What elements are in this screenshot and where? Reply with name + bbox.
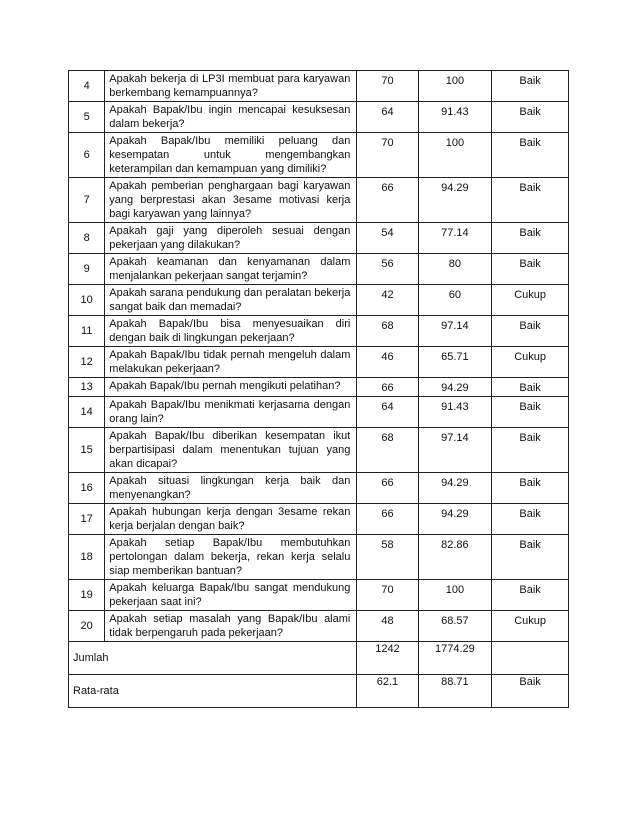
table-row	[69, 580, 569, 611]
row-score: 64	[357, 102, 418, 133]
row-percent: 68.57	[418, 611, 492, 642]
row-question: Apakah Bapak/Ibu tidak pernah mengeluh dalam melakukan pekerjaan?	[105, 347, 357, 378]
row-category: Baik	[492, 71, 569, 102]
row-number: 15	[69, 428, 105, 473]
row-number: 19	[69, 580, 105, 611]
row-category: Baik	[492, 316, 569, 347]
row-percent: 82.86	[418, 535, 492, 580]
row-category: Cukup	[492, 347, 569, 378]
row-score: 64	[357, 397, 418, 428]
total-label: Jumlah	[69, 642, 357, 675]
row-percent: 94.29	[418, 378, 492, 397]
row-number: 11	[69, 316, 105, 347]
average-category: Baik	[492, 675, 569, 708]
table-body	[69, 71, 569, 708]
row-percent: 100	[418, 580, 492, 611]
row-category: Baik	[492, 133, 569, 178]
row-percent: 60	[418, 285, 492, 316]
table-row	[69, 102, 569, 133]
row-score: 70	[357, 71, 418, 102]
row-number: 8	[69, 223, 105, 254]
row-question: Apakah keamanan dan kenyamanan dalam menjalankan pekerjaan sangat terjamin?	[105, 254, 357, 285]
row-number: 6	[69, 133, 105, 178]
average-score: 62.1	[357, 675, 418, 708]
table-row	[69, 254, 569, 285]
row-score: 58	[357, 535, 418, 580]
table-row	[69, 223, 569, 254]
row-category: Baik	[492, 580, 569, 611]
row-question: Apakah setiap masalah yang Bapak/Ibu alami tidak berpengaruh pada pekerjaan?	[105, 611, 357, 642]
row-score: 66	[357, 473, 418, 504]
row-category: Baik	[492, 254, 569, 285]
row-score: 54	[357, 223, 418, 254]
table-row	[69, 347, 569, 378]
total-score: 1242	[357, 642, 418, 675]
table-row	[69, 397, 569, 428]
row-score: 56	[357, 254, 418, 285]
row-question: Apakah Bapak/Ibu memiliki peluang dan kesempatan untuk mengembangkan keterampilan dan kemampuan yang dimiliki?	[105, 133, 357, 178]
row-category: Baik	[492, 378, 569, 397]
table-row	[69, 611, 569, 642]
average-label: Rata-rata	[69, 675, 357, 708]
row-number: 12	[69, 347, 105, 378]
row-score: 68	[357, 316, 418, 347]
row-question: Apakah Bapak/Ibu pernah mengikuti pelatihan?	[105, 378, 357, 397]
row-score: 70	[357, 133, 418, 178]
average-row	[69, 675, 569, 708]
row-number: 13	[69, 378, 105, 397]
questionnaire-table	[68, 70, 569, 708]
row-category: Baik	[492, 428, 569, 473]
row-question: Apakah Bapak/Ibu menikmati kerjasama dengan orang lain?	[105, 397, 357, 428]
row-question: Apakah situasi lingkungan kerja baik dan menyenangkan?	[105, 473, 357, 504]
table-row	[69, 178, 569, 223]
table-row	[69, 133, 569, 178]
row-percent: 97.14	[418, 316, 492, 347]
row-question: Apakah pemberian penghargaan bagi karyawan yang berprestasi akan 3esame motivasi kerja bagi karyawan yang lainnya?	[105, 178, 357, 223]
row-number: 7	[69, 178, 105, 223]
row-category: Baik	[492, 473, 569, 504]
total-percent: 1774.29	[418, 642, 492, 675]
row-score: 46	[357, 347, 418, 378]
row-question: Apakah keluarga Bapak/Ibu sangat mendukung pekerjaan saat ini?	[105, 580, 357, 611]
row-category: Cukup	[492, 285, 569, 316]
row-percent: 94.29	[418, 504, 492, 535]
row-percent: 94.29	[418, 473, 492, 504]
table-row	[69, 535, 569, 580]
row-score: 66	[357, 378, 418, 397]
row-question: Apakah Bapak/Ibu diberikan kesempatan ikut berpartisipasi dalam menentukan tujuan yang akan dicapai?	[105, 428, 357, 473]
row-score: 66	[357, 178, 418, 223]
row-percent: 65.71	[418, 347, 492, 378]
row-percent: 91.43	[418, 102, 492, 133]
row-percent: 100	[418, 71, 492, 102]
row-question: Apakah Bapak/Ibu ingin mencapai kesuksesan dalam bekerja?	[105, 102, 357, 133]
row-number: 10	[69, 285, 105, 316]
row-number: 17	[69, 504, 105, 535]
row-question: Apakah sarana pendukung dan peralatan bekerja sangat baik dan memadai?	[105, 285, 357, 316]
total-row	[69, 642, 569, 675]
row-question: Apakah Bapak/Ibu bisa menyesuaikan diri dengan baik di lingkungan pekerjaan?	[105, 316, 357, 347]
row-number: 4	[69, 71, 105, 102]
row-question: Apakah setiap Bapak/Ibu membutuhkan pertolongan dalam bekerja, rekan kerja selalu siap memberikan bantuan?	[105, 535, 357, 580]
row-percent: 91.43	[418, 397, 492, 428]
row-category: Baik	[492, 397, 569, 428]
row-percent: 97.14	[418, 428, 492, 473]
table-row	[69, 71, 569, 102]
row-number: 9	[69, 254, 105, 285]
row-category: Baik	[492, 178, 569, 223]
table-row	[69, 316, 569, 347]
table-row	[69, 378, 569, 397]
row-percent: 94.29	[418, 178, 492, 223]
row-number: 20	[69, 611, 105, 642]
row-number: 14	[69, 397, 105, 428]
row-category: Baik	[492, 535, 569, 580]
total-category	[492, 642, 569, 675]
average-percent: 88.71	[418, 675, 492, 708]
table-row	[69, 473, 569, 504]
row-category: Baik	[492, 504, 569, 535]
row-score: 42	[357, 285, 418, 316]
row-category: Cukup	[492, 611, 569, 642]
row-score: 66	[357, 504, 418, 535]
table-row	[69, 504, 569, 535]
row-score: 68	[357, 428, 418, 473]
table-row	[69, 428, 569, 473]
row-score: 70	[357, 580, 418, 611]
row-number: 16	[69, 473, 105, 504]
row-question: Apakah bekerja di LP3I membuat para karyawan berkembang kemampuannya?	[105, 71, 357, 102]
row-category: Baik	[492, 223, 569, 254]
row-percent: 100	[418, 133, 492, 178]
row-number: 18	[69, 535, 105, 580]
row-percent: 77.14	[418, 223, 492, 254]
row-question: Apakah hubungan kerja dengan 3esame rekan kerja berjalan dengan baik?	[105, 504, 357, 535]
table-row	[69, 285, 569, 316]
row-category: Baik	[492, 102, 569, 133]
row-question: Apakah gaji yang diperoleh sesuai dengan pekerjaan yang dilakukan?	[105, 223, 357, 254]
row-score: 48	[357, 611, 418, 642]
row-number: 5	[69, 102, 105, 133]
row-percent: 80	[418, 254, 492, 285]
